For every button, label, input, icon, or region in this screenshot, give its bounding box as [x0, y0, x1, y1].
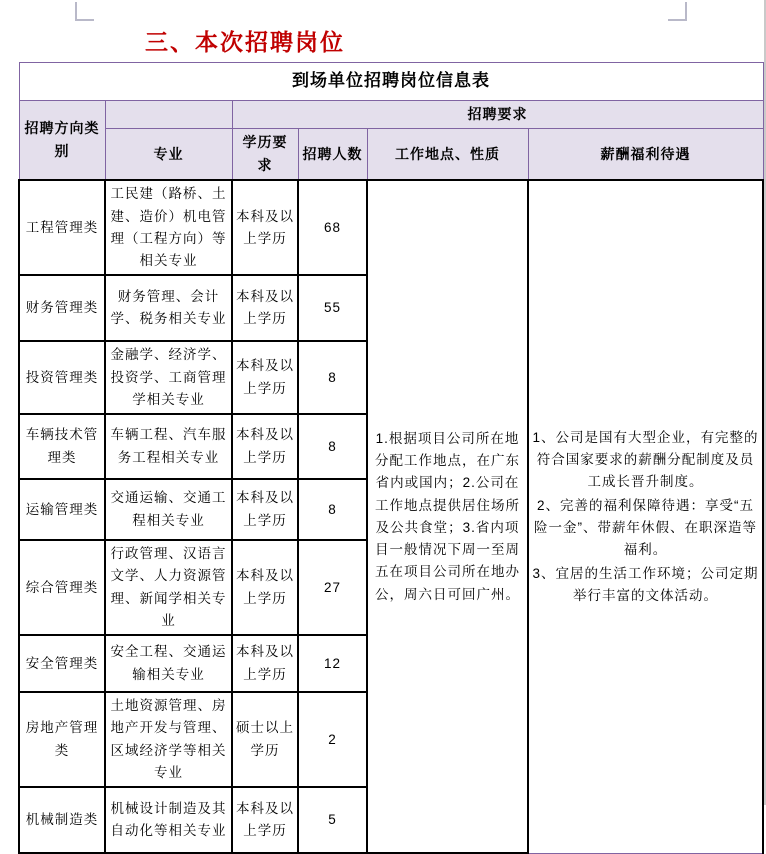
header-benefits: 薪酬福利待遇 [528, 129, 763, 181]
margin-crop-mark-left [75, 2, 94, 21]
cell-headcount: 27 [298, 540, 367, 635]
cell-headcount: 8 [298, 414, 367, 479]
cell-major: 工民建（路桥、土建、造价）机电管理（工程方向）等相关专业 [105, 180, 232, 275]
cell-major: 金融学、经济学、投资学、工商管理学相关专业 [105, 341, 232, 414]
cell-education: 本科及以上学历 [232, 479, 298, 540]
cell-major: 交通运输、交通工程相关专业 [105, 479, 232, 540]
cell-major: 土地资源管理、房地产开发与管理、区域经济学等相关专业 [105, 692, 232, 787]
cell-education: 本科及以上学历 [232, 341, 298, 414]
header-education: 学历要求 [232, 129, 298, 181]
cell-headcount: 5 [298, 787, 367, 853]
cell-major: 行政管理、汉语言文学、人力资源管理、新闻学相关专业 [105, 540, 232, 635]
cell-category: 工程管理类 [19, 180, 105, 275]
cell-category: 车辆技术管理类 [19, 414, 105, 479]
cell-headcount: 12 [298, 635, 367, 692]
benefits-line: 1、公司是国有大型企业，有完整的符合国家要求的薪酬分配制度及员工成长晋升制度。 [532, 429, 759, 490]
cell-location: 1.根据项目公司所在地分配工作地点，在广东省内或国内；2.公司在工作地点提供居住场所及公共食堂；3.省内项目一般情况下周一至周五在项目公司所在地办公，周六日可回广州。 [367, 180, 528, 853]
cell-headcount: 8 [298, 479, 367, 540]
cell-benefits [528, 180, 763, 853]
cell-category: 安全管理类 [19, 635, 105, 692]
table-title: 到场单位招聘岗位信息表 [19, 63, 763, 101]
cell-headcount: 2 [298, 692, 367, 787]
cell-education: 本科及以上学历 [232, 635, 298, 692]
cell-education: 硕士以上学历 [232, 692, 298, 787]
cell-major: 安全工程、交通运输相关专业 [105, 635, 232, 692]
cell-education: 本科及以上学历 [232, 414, 298, 479]
cell-major: 财务管理、会计学、税务相关专业 [105, 275, 232, 341]
header-location: 工作地点、性质 [367, 129, 528, 181]
cell-headcount: 55 [298, 275, 367, 341]
cell-headcount: 68 [298, 180, 367, 275]
margin-crop-mark-right [668, 2, 687, 21]
cell-education: 本科及以上学历 [232, 787, 298, 853]
header-row-columns [19, 129, 763, 181]
header-requirements-group: 招聘要求 [232, 101, 763, 129]
header-category: 招聘方向类别 [19, 101, 105, 181]
cell-education: 本科及以上学历 [232, 275, 298, 341]
table-row [19, 180, 763, 275]
benefits-line: 2、完善的福利保障待遇：享受“五险一金”、带薪年休假、在职深造等福利。 [534, 497, 758, 558]
cell-category: 投资管理类 [19, 341, 105, 414]
recruitment-table [18, 62, 764, 854]
benefits-line: 3、宜居的生活工作环境；公司定期举行丰富的文体活动。 [532, 565, 759, 603]
cell-education: 本科及以上学历 [232, 540, 298, 635]
cell-major: 机械设计制造及其自动化等相关专业 [105, 787, 232, 853]
cell-category: 运输管理类 [19, 479, 105, 540]
cell-category: 机械制造类 [19, 787, 105, 853]
cell-category: 综合管理类 [19, 540, 105, 635]
header-major: 专业 [105, 129, 232, 181]
table-title-row [19, 63, 763, 101]
cell-education: 本科及以上学历 [232, 180, 298, 275]
cell-major: 车辆工程、汽车服务工程相关专业 [105, 414, 232, 479]
cell-category: 房地产管理类 [19, 692, 105, 787]
cell-headcount: 8 [298, 341, 367, 414]
header-row-group [19, 101, 763, 129]
section-heading: 三、本次招聘岗位 [145, 29, 345, 55]
header-empty-cell [105, 101, 232, 129]
header-headcount: 招聘人数 [298, 129, 367, 181]
cell-category: 财务管理类 [19, 275, 105, 341]
